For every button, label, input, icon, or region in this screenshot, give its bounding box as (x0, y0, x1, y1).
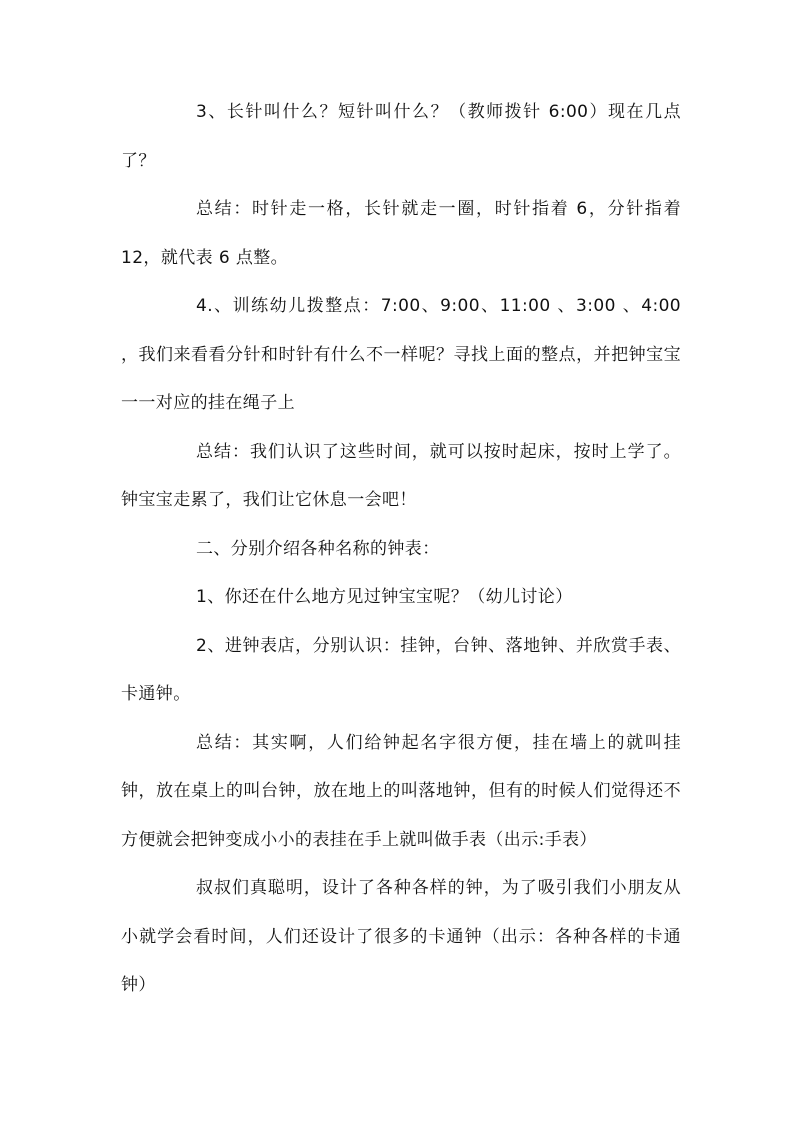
section-heading-clock-types: 二、分别介绍各种名称的钟表： (196, 538, 440, 559)
paragraph-clock-shop: 2、进钟表店，分别认识：挂钟，台钟、落地钟、并欣赏手表、卡通钟。 (121, 635, 681, 704)
paragraph-summary-names: 总结：其实啊，人们给钟起名字很方便，挂在墙上的就叫挂钟，放在桌上的叫台钟，放在地上的叫落地钟，但有的时候人们觉得还不方便就会把钟变成小小的表挂在手上就叫做手表（出示:手表） (121, 732, 681, 850)
paragraph-clock-hands-question: 3、长针叫什么？短针叫什么？（教师拨针 6:00）现在几点了？ (121, 102, 681, 171)
paragraph-summary-six-oclock: 总结：时针走一格，长针就走一圈，时针指着 6，分针指着 12，就代表 6 点整。 (121, 199, 681, 268)
paragraph-where-seen: 1、你还在什么地方见过钟宝宝呢？（幼儿讨论） (196, 587, 573, 607)
paragraph-practice-hours: 4.、训练幼儿拨整点：7:00、9:00、11:00 、3:00 、4:00 ，我们来看看分针和时针有什么不一样呢？寻找上面的整点，并把钟宝宝一一对应的挂在绳子上 (121, 296, 681, 413)
document-body (121, 88, 681, 1010)
paragraph-cartoon-clocks: 叔叔们真聪明，设计了各种各样的钟，为了吸引我们小朋友从小就学会看时间，人们还设计了很多的卡通钟（出示：各种各样的卡通钟） (121, 878, 681, 995)
paragraph-summary-rest: 总结：我们认识了这些时间，就可以按时起床，按时上学了。钟宝宝走累了，我们让它休息一会吧！ (121, 441, 681, 510)
